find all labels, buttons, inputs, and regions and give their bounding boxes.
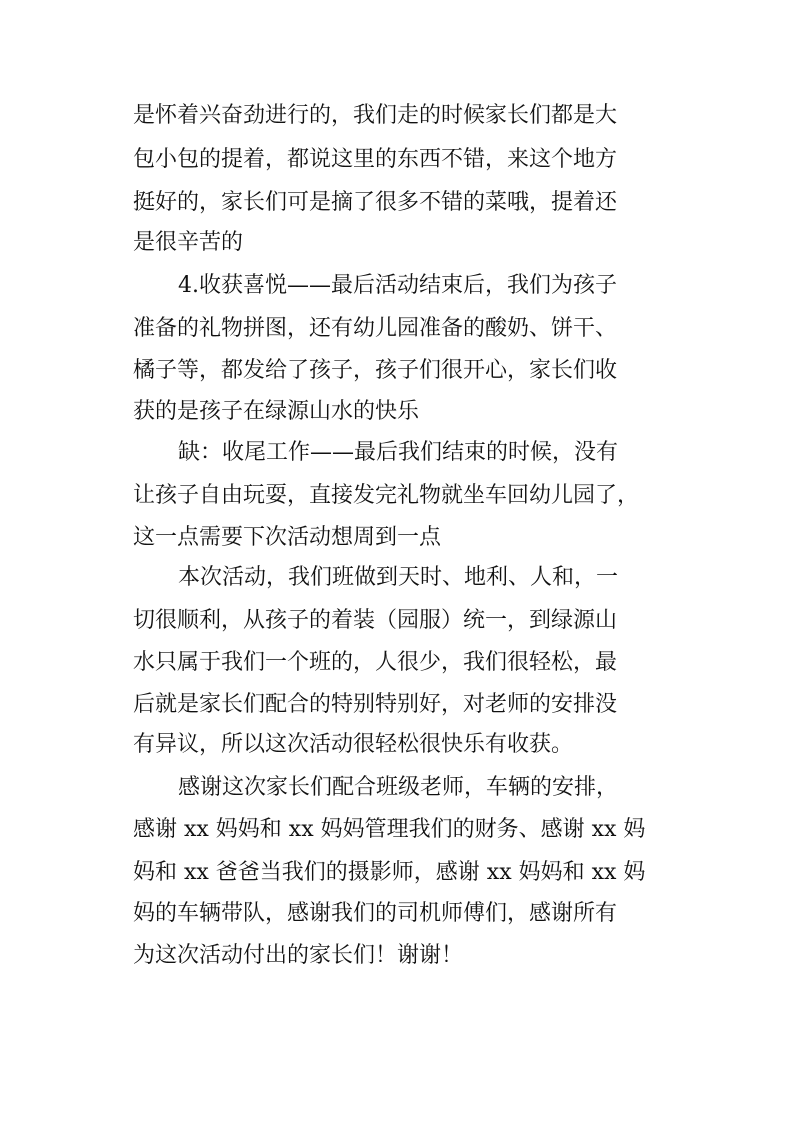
text-line-12: 本次活动，我们班做到天时、地利、人和，一	[178, 565, 619, 590]
text-line-9: 缺：收尾工作——最后我们结束的时候，没有	[178, 440, 619, 465]
text-line-15: 后就是家长们配合的特别特别好，对老师的安排没	[133, 692, 618, 717]
text-line-13: 切很顺利，从孩子的着装（园服）统一，到绿源山	[133, 608, 618, 633]
text-line-5: 4.收获喜悦——最后活动结束后，我们为孩子	[178, 273, 617, 298]
text-line-18: 感谢 xx 妈妈和 xx 妈妈管理我们的财务、感谢 xx 妈	[133, 817, 646, 842]
text-line-6: 准备的礼物拼图，还有幼儿园准备的酸奶、饼干、	[133, 316, 618, 341]
text-line-2: 包小包的提着，都说这里的东西不错，来这个地方	[133, 147, 618, 172]
text-line-19: 妈和 xx 爸爸当我们的摄影师，感谢 xx 妈妈和 xx 妈	[133, 860, 646, 885]
text-line-4: 是很辛苦的	[133, 230, 244, 255]
text-line-3: 挺好的，家长们可是摘了很多不错的菜哦，提着还	[133, 190, 618, 215]
text-line-14: 水只属于我们一个班的，人很少，我们很轻松，最	[133, 650, 618, 675]
text-line-16: 有异议，所以这次活动很轻松很快乐有收获。	[133, 732, 574, 757]
text-line-7: 橘子等，都发给了孩子，孩子们很开心，家长们收	[133, 358, 618, 383]
text-line-21: 为这次活动付出的家长们！谢谢！	[133, 943, 464, 968]
text-line-11: 这一点需要下次活动想周到一点	[133, 525, 442, 550]
text-line-17: 感谢这次家长们配合班级老师，车辆的安排，	[178, 775, 619, 800]
text-line-20: 妈的车辆带队，感谢我们的司机师傅们，感谢所有	[133, 901, 618, 926]
text-line-10: 让孩子自由玩耍，直接发完礼物就坐车回幼儿园了，	[133, 483, 640, 508]
text-line-1: 是怀着兴奋劲进行的，我们走的时候家长们都是大	[133, 103, 618, 128]
text-line-8: 获的是孩子在绿源山水的快乐	[133, 399, 420, 424]
